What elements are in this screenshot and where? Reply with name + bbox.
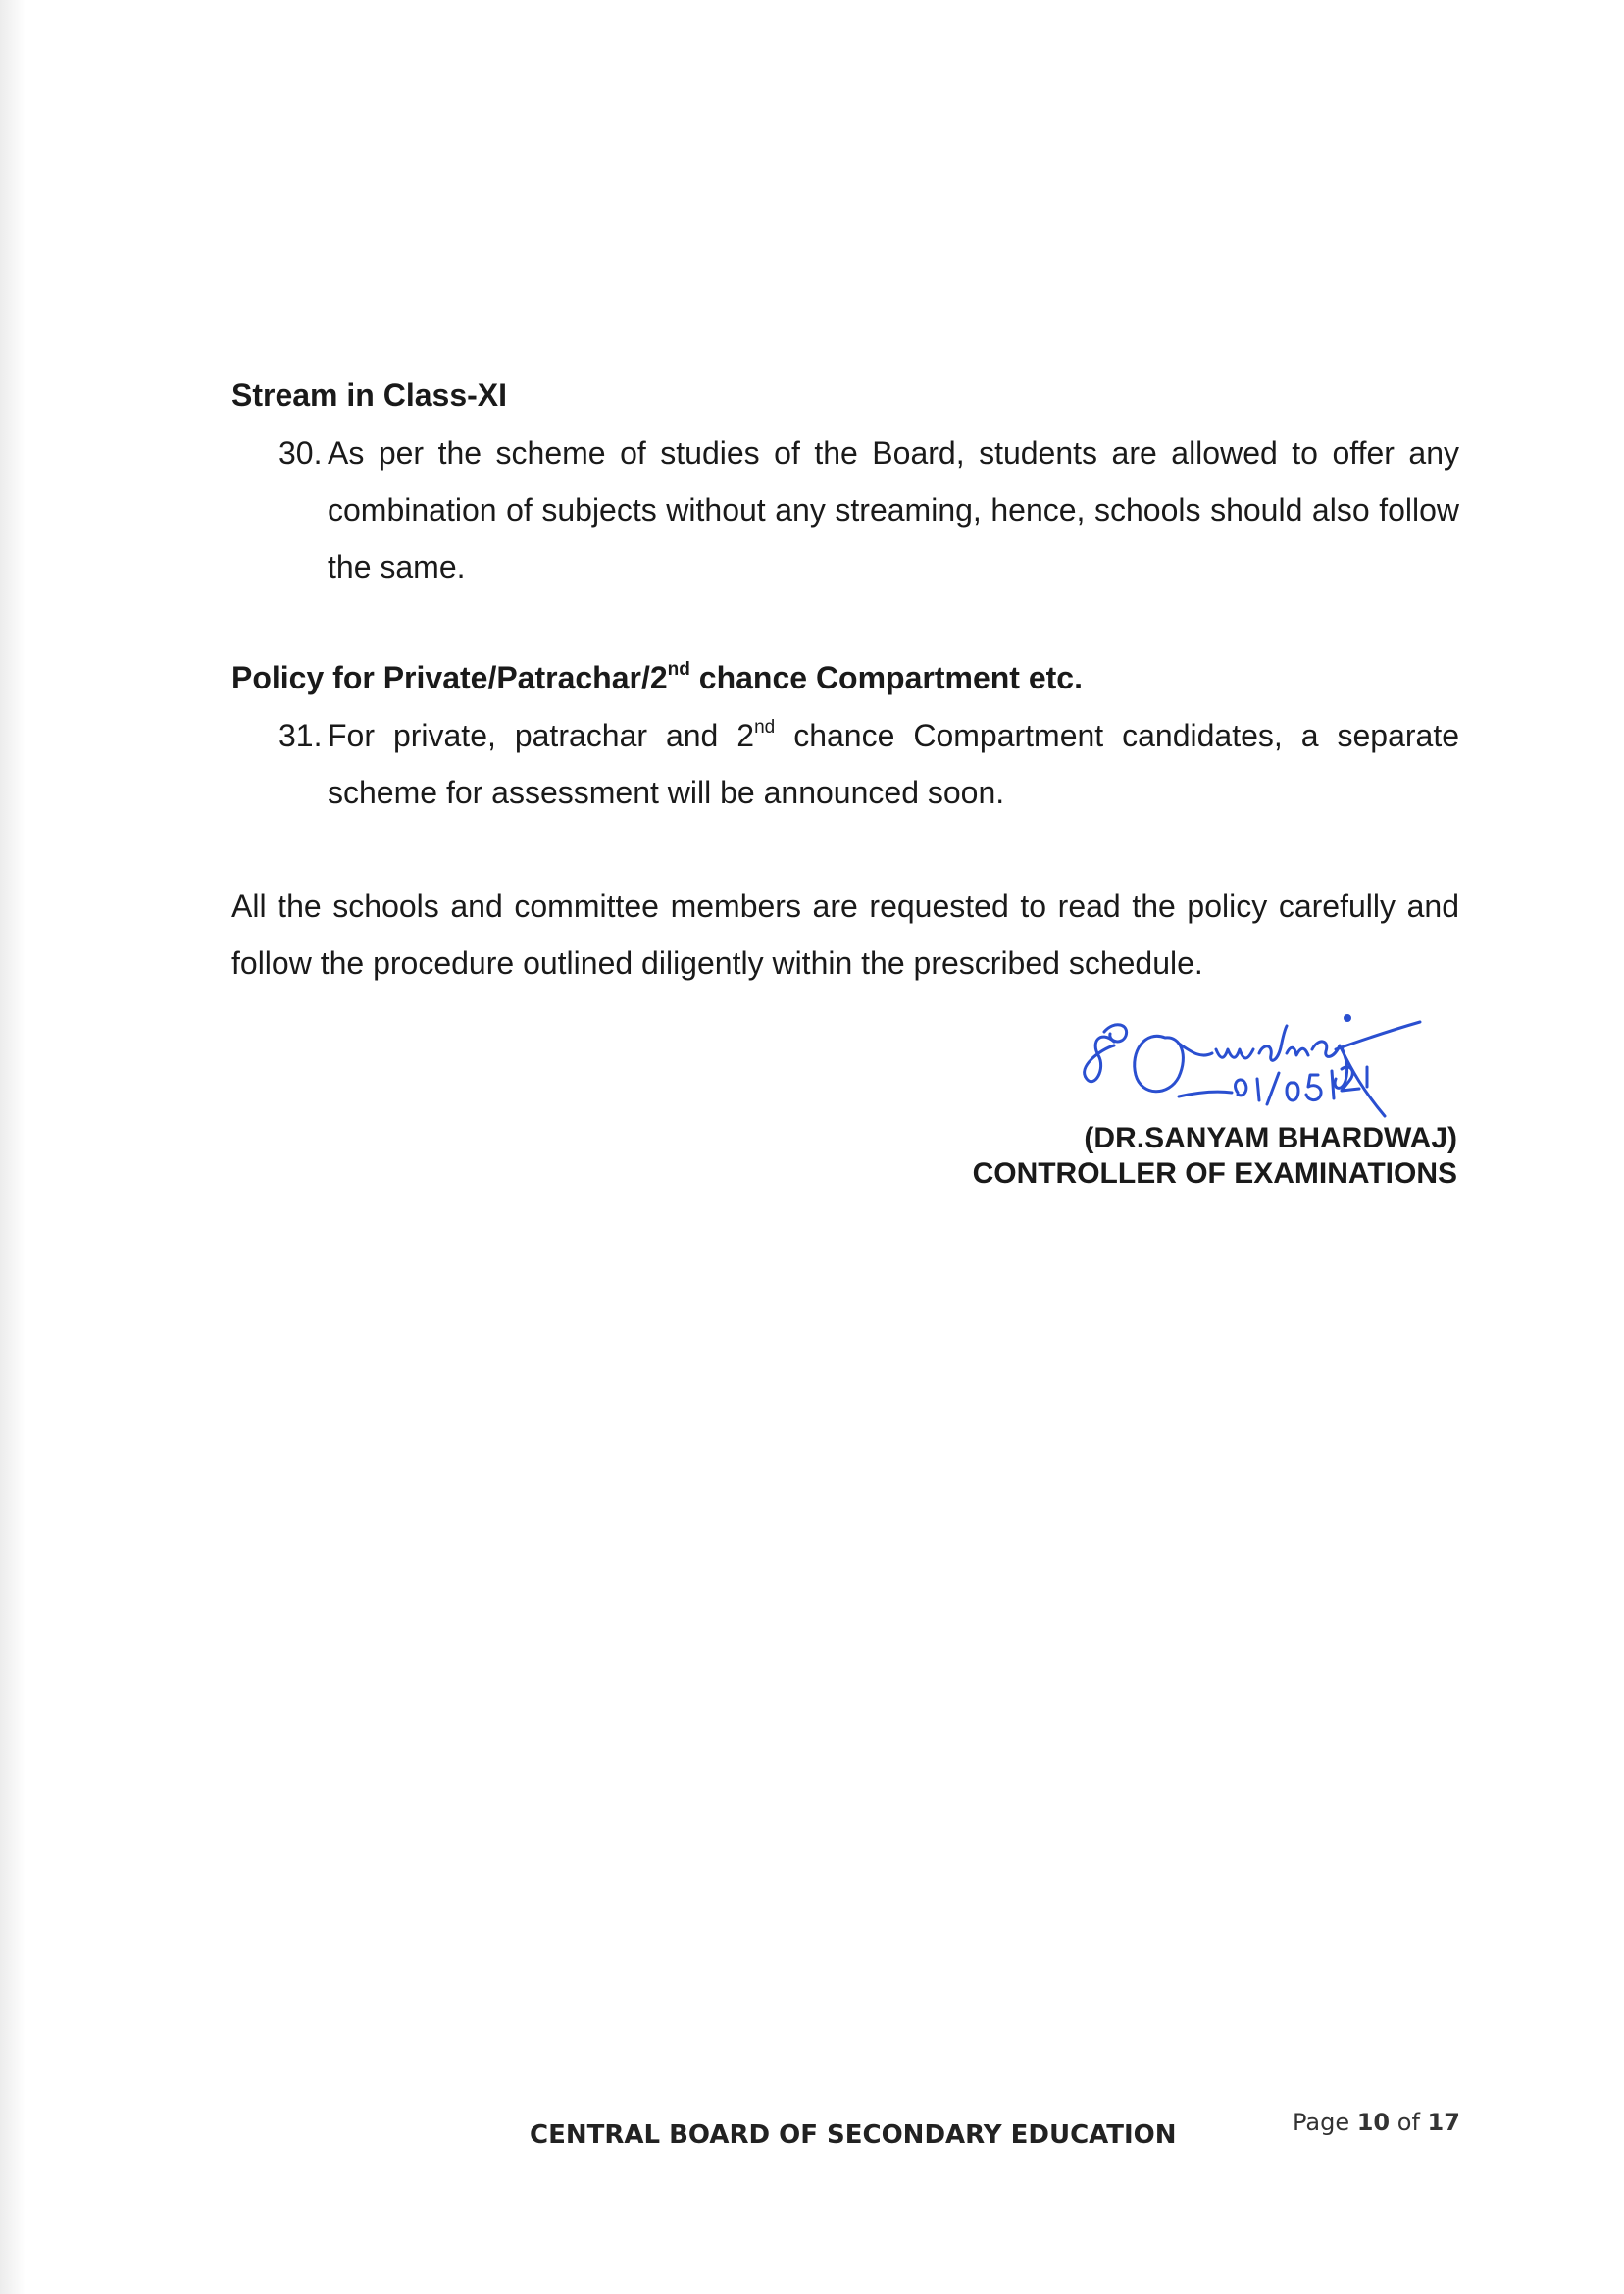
handwritten-signature: [883, 991, 1471, 1128]
closing-paragraph: All the schools and committee members are requested to read the policy carefully and follow the procedure outlined diligently within the prescribed schedule.: [231, 889, 1459, 981]
list-item-text-part1: For private, patrachar and 2: [328, 718, 755, 753]
footer-organization: CENTRAL BOARD OF SECONDARY EDUCATION: [530, 2120, 1177, 2150]
section-heading-policy: [231, 658, 1083, 697]
footer-page-number: [1293, 2109, 1460, 2136]
section-heading-policy-sup: nd: [667, 659, 690, 681]
list-item-text: [328, 707, 1459, 821]
scan-page-edge: [0, 0, 25, 2294]
section-heading-stream: [231, 376, 507, 415]
list-item-text-sup: nd: [754, 717, 776, 739]
list-item-text: As per the scheme of studies of the Board, students are allowed to offer any combination of subjects without any streaming, hence, schools should also follow the same.: [328, 435, 1459, 585]
footer-page-of: of: [1390, 2109, 1428, 2136]
footer-page-current: 10: [1356, 2109, 1391, 2136]
list-item-number: 31.: [279, 718, 323, 753]
list-item-text-part2: chance Compartment candidates, a separate scheme for assessment will be announced soon.: [328, 718, 1460, 810]
signatory-name: (DR.SANYAM BHARDWAJ): [1084, 1122, 1457, 1154]
list-item-30: [231, 425, 1459, 595]
section-heading-policy-text-1: Policy for Private/Patrachar/2: [231, 660, 668, 695]
section-heading-policy-text-2: chance Compartment etc.: [689, 660, 1083, 695]
signature-block: [883, 991, 1471, 1190]
footer-page-prefix: Page: [1293, 2109, 1357, 2136]
signatory-title: CONTROLLER OF EXAMINATIONS: [972, 1157, 1457, 1190]
section-heading-stream-text: Stream in Class-XI: [231, 378, 507, 413]
footer-page-total: 17: [1427, 2109, 1460, 2136]
list-item-number: 30.: [279, 435, 323, 471]
list-item-31: [231, 707, 1459, 821]
